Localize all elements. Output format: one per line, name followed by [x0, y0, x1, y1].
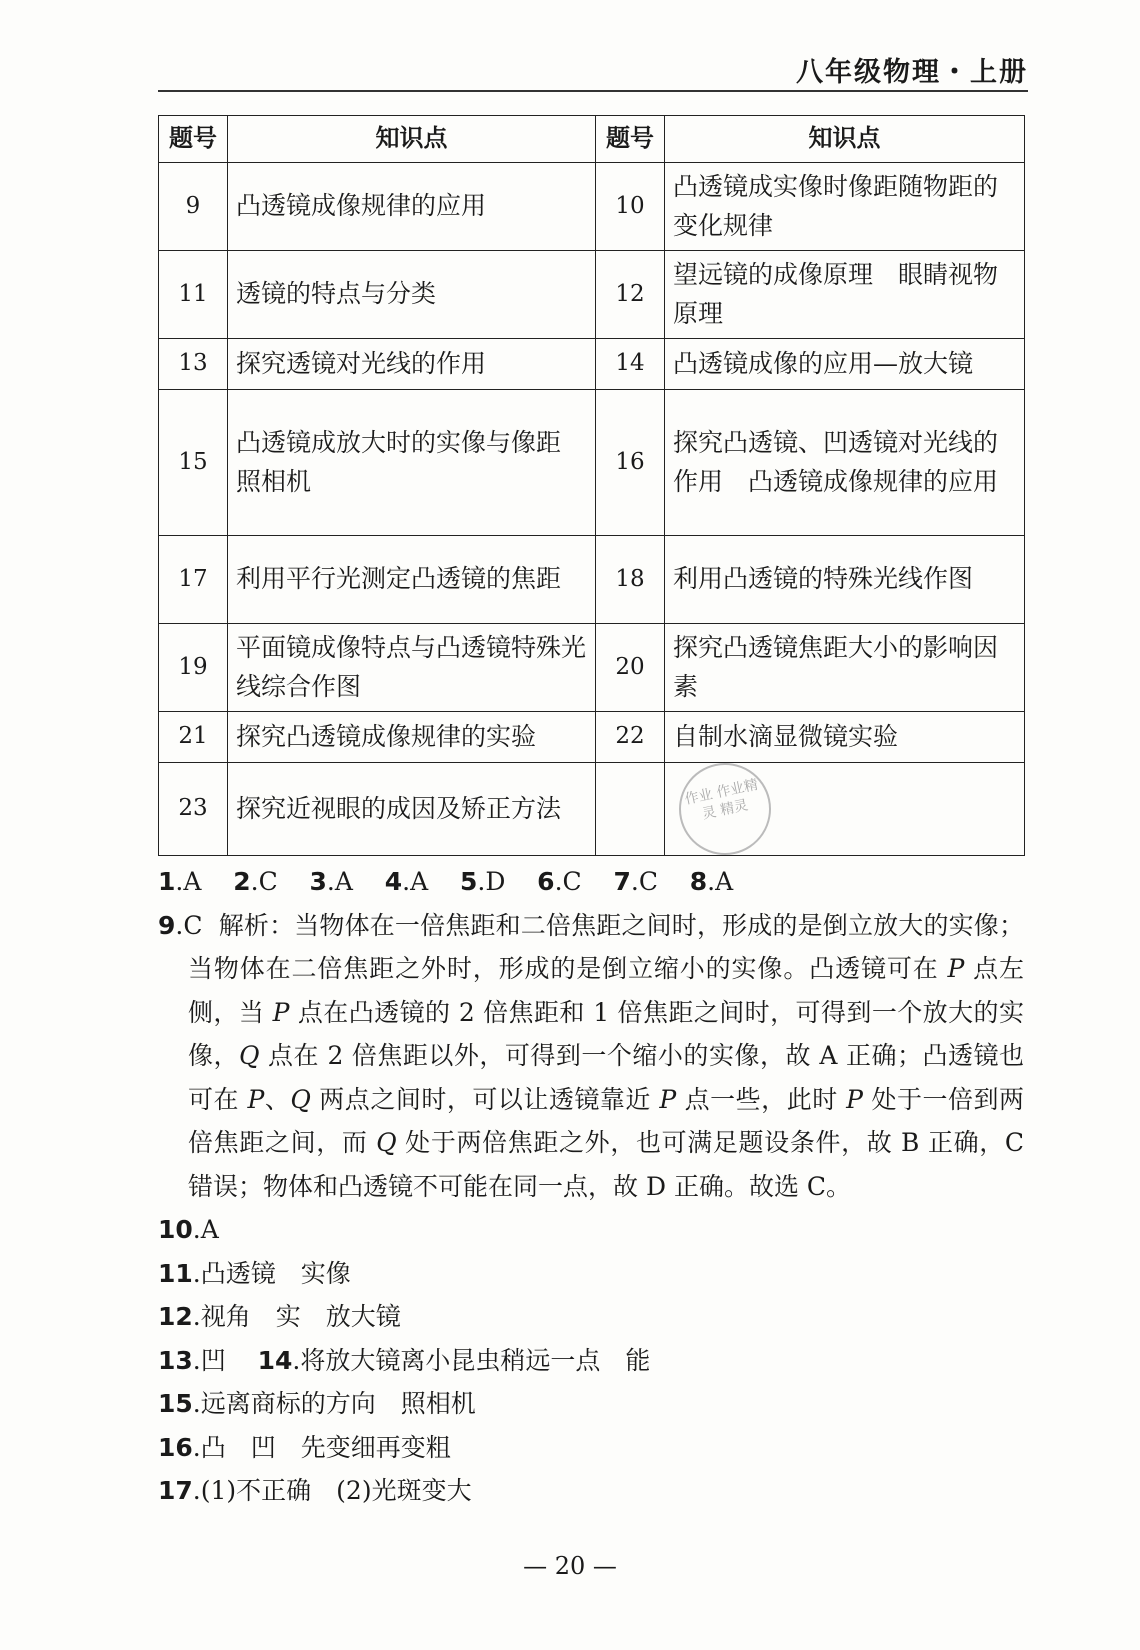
knowledge-cell: 探究凸透镜成像规律的实验	[228, 712, 596, 763]
qnum-cell: 23	[159, 763, 228, 856]
knowledge-point-table	[158, 115, 1025, 856]
knowledge-cell: 凸透镜成像的应用—放大镜	[665, 339, 1025, 390]
table-row	[159, 251, 1025, 339]
qnum-cell: 22	[596, 712, 665, 763]
table-row	[159, 536, 1025, 624]
knowledge-cell: 自制水滴显微镜实验	[665, 712, 1025, 763]
table-row	[159, 339, 1025, 390]
answer-15: 15.远离商标的方向 照相机	[158, 1389, 476, 1418]
qnum-cell	[596, 763, 665, 856]
table-row	[159, 163, 1025, 251]
qnum-cell: 20	[596, 624, 665, 712]
book-title: 八年级物理・上册	[796, 57, 1028, 88]
knowledge-cell: 望远镜的成像原理 眼睛视物原理	[665, 251, 1025, 339]
answer-mc-line: 1.A 2.C 3.A 4.A 5.D 6.C 7.C 8.A	[158, 867, 734, 896]
col-header-qnum: 题号	[596, 116, 665, 163]
qnum-cell: 9	[159, 163, 228, 251]
qnum-cell: 18	[596, 536, 665, 624]
watermark-stamp: 作业 作业精灵 精灵	[670, 754, 779, 863]
table-header-row	[159, 116, 1025, 163]
qnum-cell: 17	[159, 536, 228, 624]
stamp-cell	[665, 763, 1025, 856]
qnum-cell: 15	[159, 390, 228, 536]
knowledge-cell: 凸透镜成实像时像距随物距的变化规律	[665, 163, 1025, 251]
qnum-cell: 19	[159, 624, 228, 712]
answer-16: 16.凸 凹 先变细再变粗	[158, 1432, 451, 1462]
knowledge-cell: 探究透镜对光线的作用	[228, 339, 596, 390]
qnum-cell: 14	[596, 339, 665, 390]
qnum-cell: 16	[596, 390, 665, 536]
knowledge-cell: 探究近视眼的成因及矫正方法	[228, 763, 596, 856]
qnum-cell: 13	[159, 339, 228, 390]
knowledge-cell: 透镜的特点与分类	[228, 251, 596, 339]
table-row	[159, 624, 1025, 712]
qnum-cell: 11	[159, 251, 228, 339]
col-header-qnum: 题号	[159, 116, 228, 163]
table-row	[159, 763, 1025, 856]
knowledge-cell: 利用凸透镜的特殊光线作图	[665, 536, 1025, 624]
table-row	[159, 390, 1025, 536]
knowledge-cell: 凸透镜成放大时的实像与像距 照相机	[228, 390, 596, 536]
qnum-cell: 21	[159, 712, 228, 763]
answer-section	[158, 860, 1024, 1513]
knowledge-cell: 探究凸透镜焦距大小的影响因素	[665, 624, 1025, 712]
answer-11: 11.凸透镜 实像	[158, 1258, 351, 1288]
page-number: — 20 —	[523, 1552, 617, 1580]
answer-12: 12.视角 实 放大镜	[158, 1302, 401, 1331]
col-header-knowledge: 知识点	[228, 116, 596, 163]
knowledge-cell: 平面镜成像特点与凸透镜特殊光线综合作图	[228, 624, 596, 712]
knowledge-cell: 探究凸透镜、凹透镜对光线的作用 凸透镜成像规律的应用	[665, 390, 1025, 536]
answer-10: 10.A	[158, 1215, 219, 1244]
page-header	[158, 50, 1028, 92]
qnum-cell: 12	[596, 251, 665, 339]
knowledge-cell: 利用平行光测定凸透镜的焦距	[228, 536, 596, 624]
qnum-cell: 10	[596, 163, 665, 251]
table-row	[159, 712, 1025, 763]
answer-13-14: 13.凹 14.将放大镜离小昆虫稍远一点 能	[158, 1345, 651, 1375]
col-header-knowledge: 知识点	[665, 116, 1025, 163]
answer-9-explanation: 9.C 解析：当物体在一倍焦距和二倍焦距之间时，形成的是倒立放大的实像；当物体在二倍焦距之外时，形成的是倒立缩小的实像。凸透镜可在 P 点左侧，当 P 点在凸透镜的 2 倍焦距和 1 倍焦距之间时，可得到一个放大的实像，Q 点在 2 倍焦距以外，可得到一个缩小的实像，故 A 正确；凸透镜也可在 P、Q 两点之间时，可以让透镜靠近 P 点一些，此时 P 处于一倍到两倍焦距之间，而 Q 处于两倍焦距之外，也可满足题设条件，故 B 正确，C 错误；物体和凸透镜不可能在同一点，故 D 正确。故选 C。	[158, 910, 1024, 1201]
answer-17: 17.(1)不正确 (2)光斑变大	[158, 1476, 472, 1505]
knowledge-cell: 凸透镜成像规律的应用	[228, 163, 596, 251]
